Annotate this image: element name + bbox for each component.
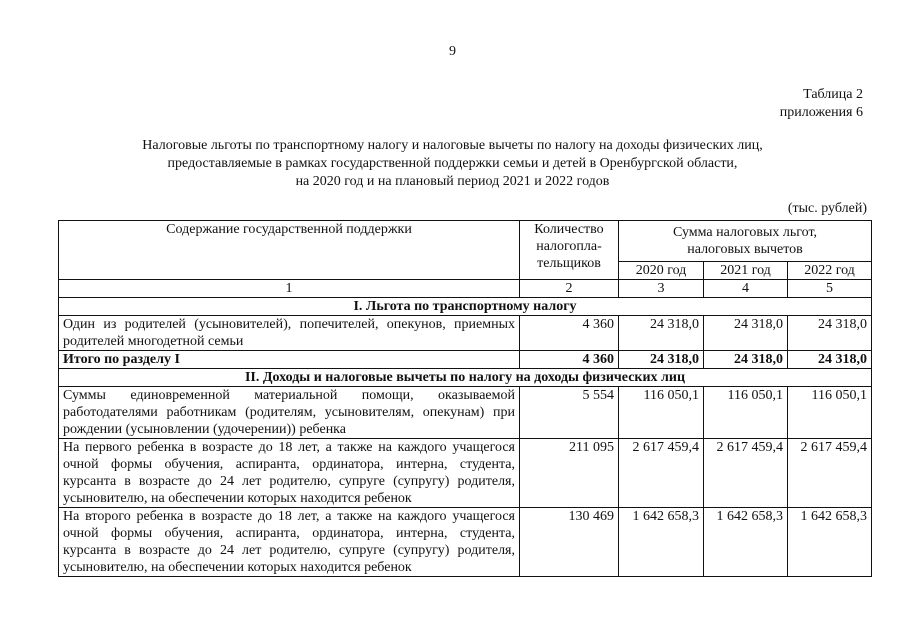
table-row — [59, 439, 872, 508]
header-sum-line-1: Сумма налоговых льгот, — [673, 225, 818, 240]
row-value-2020: 24 318,0 — [619, 316, 704, 351]
header-taxpayers-line-1: Количество — [534, 222, 604, 237]
title-line-2: предоставляемые в рамках государственной поддержки семьи и детей в Оренбургской области, — [167, 156, 738, 171]
column-index-4: 4 — [704, 280, 788, 298]
document-title — [60, 137, 845, 191]
table-caption — [780, 86, 863, 122]
table-row — [59, 316, 872, 351]
column-index-2: 2 — [520, 280, 619, 298]
header-taxpayers — [520, 221, 619, 280]
header-content: Содержание государственной поддержки — [59, 221, 520, 280]
row-value-2020: 1 642 658,3 — [619, 508, 704, 577]
section-header-row — [59, 298, 872, 316]
section-header-row — [59, 369, 872, 387]
header-sum — [619, 221, 872, 262]
units-label: (тыс. рублей) — [787, 201, 867, 216]
tax-benefits-table — [58, 220, 872, 577]
row-value-2021: 24 318,0 — [704, 316, 788, 351]
total-label: Итого по разделу I — [59, 351, 520, 369]
row-value-2020: 2 617 459,4 — [619, 439, 704, 508]
column-index-3: 3 — [619, 280, 704, 298]
row-description: Один из родителей (усыновителей), попечителей, опекунов, приемных родителей многодетной семьи — [59, 316, 520, 351]
title-line-1: Налоговые льготы по транспортному налогу и налоговые вычеты по налогу на доходы физических лиц, — [142, 138, 763, 153]
row-taxpayers-count: 130 469 — [520, 508, 619, 577]
header-year-2022: 2022 год — [788, 262, 872, 280]
row-taxpayers-count: 4 360 — [520, 316, 619, 351]
total-value-2021: 24 318,0 — [704, 351, 788, 369]
row-value-2021: 2 617 459,4 — [704, 439, 788, 508]
total-taxpayers-count: 4 360 — [520, 351, 619, 369]
table-row — [59, 508, 872, 577]
row-description: На первого ребенка в возрасте до 18 лет, а также на каждого учащегося очной формы обучения, аспиранта, ординатора, интерна, студента, курсанта в возрасте до 24 лет родителю, супруге (супругу) родителя, усыновителю, на обеспечении которых находится ребенок — [59, 439, 520, 508]
total-value-2022: 24 318,0 — [788, 351, 872, 369]
row-value-2022: 24 318,0 — [788, 316, 872, 351]
column-index-1: 1 — [59, 280, 520, 298]
title-line-3: на 2020 год и на плановый период 2021 и 2022 годов — [295, 174, 610, 189]
row-value-2022: 1 642 658,3 — [788, 508, 872, 577]
table-caption-appendix: приложения 6 — [779, 105, 863, 120]
row-value-2020: 116 050,1 — [619, 387, 704, 439]
row-value-2022: 116 050,1 — [788, 387, 872, 439]
row-description: На второго ребенка в возрасте до 18 лет, а также на каждого учащегося очной формы обучения, аспиранта, ординатора, интерна, студента, курсанта в возрасте до 24 лет родителю, супруге (супругу) родителя, усыновителю, на обеспечении которых находится ребенок — [59, 508, 520, 577]
header-taxpayers-line-2: налогопла- — [536, 239, 602, 254]
header-row-1 — [59, 221, 872, 262]
total-value-2020: 24 318,0 — [619, 351, 704, 369]
header-sum-line-2: налоговых вычетов — [687, 242, 803, 257]
section-1-title: I. Льгота по транспортному налогу — [59, 298, 872, 316]
table-row — [59, 387, 872, 439]
row-description: Суммы единовременной материальной помощи, оказываемой работодателями работникам (родителям, усыновителям, опекунам) при рождении (усыновлении (удочерении)) ребенка — [59, 387, 520, 439]
page-number: 9 — [449, 44, 456, 59]
column-index-row — [59, 280, 872, 298]
row-value-2022: 2 617 459,4 — [788, 439, 872, 508]
row-value-2021: 116 050,1 — [704, 387, 788, 439]
row-taxpayers-count: 211 095 — [520, 439, 619, 508]
header-taxpayers-line-3: тельщиков — [537, 256, 601, 271]
section-2-title: II. Доходы и налоговые вычеты по налогу на доходы физических лиц — [59, 369, 872, 387]
column-index-5: 5 — [788, 280, 872, 298]
row-value-2021: 1 642 658,3 — [704, 508, 788, 577]
table-caption-number: Таблица 2 — [803, 87, 863, 102]
section-1-total-row — [59, 351, 872, 369]
row-taxpayers-count: 5 554 — [520, 387, 619, 439]
header-year-2021: 2021 год — [704, 262, 788, 280]
header-year-2020: 2020 год — [619, 262, 704, 280]
